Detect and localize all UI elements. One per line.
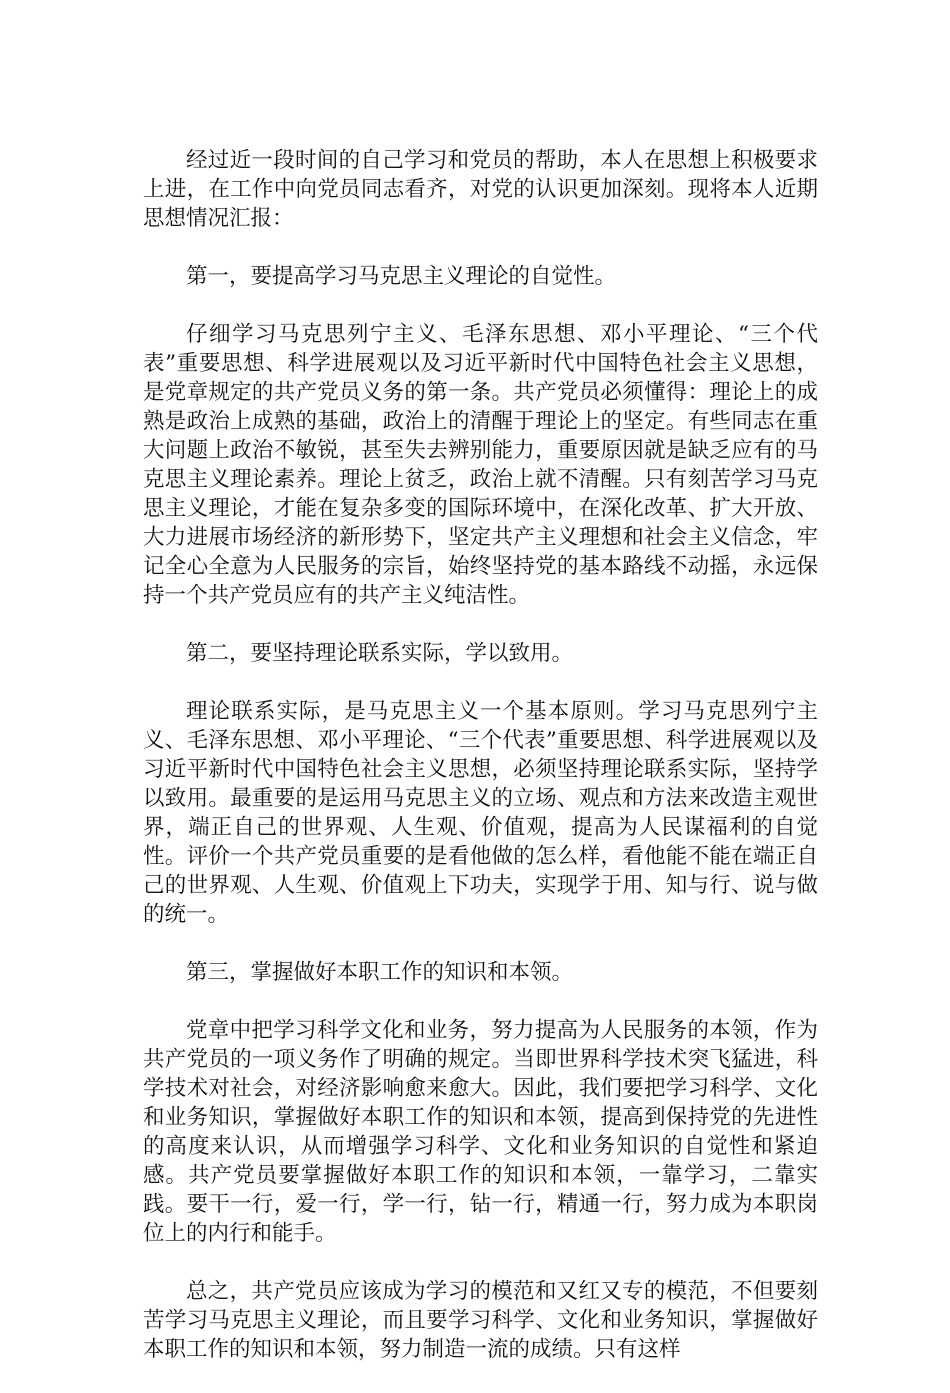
section-body-1: 仔细学习马克思列宁主义、毛泽东思想、邓小平理论、“三个代表”重要思想、科学进展观以及习近平新时代中国特色社会主义思想，是党章规定的共产党员义务的第一条。共产党员必须懂得：理论上的成熟是政治上成熟的基础，政治上的清醒于理论上的坚定。有些同志在重大问题上政治不敏锐，甚至失去辨别能力，重要原因就是缺乏应有的马克思主义理论素养。理论上贫乏，政治上就不清醒。只有刻苦学习马克思主义理论，才能在复杂多变的国际环境中，在深化改革、扩大开放、大力进展市场经济的新形势下，坚定共产主义理想和社会主义信念，牢记全心全意为人民服务的宗旨，始终坚持党的基本路线不动摇，永远保持一个共产党员应有的共产主义纯洁性。	[143, 322, 818, 608]
section-body-3: 党章中把学习科学文化和业务，努力提高为人民服务的本领，作为共产党员的一项义务作了明确的规定。当即世界科学技术突飞猛进，科学技术对社会，对经济影响愈来愈大。因此，我们要把学习科学、文化和业务知识，掌握做好本职工作的知识和本领，提高到保持党的先进性的高度来认识，从而增强学习科学、文化和业务知识的自觉性和紧迫感。共产党员要掌握做好本职工作的知识和本领，一靠学习，二靠实践。要干一行，爱一行，学一行，钻一行，精通一行，努力成为本职岗位上的内行和能手。	[143, 1018, 818, 1246]
document-page	[143, 146, 818, 1393]
section-heading-2: 第二，要坚持理论联系实际，学以致用。	[186, 641, 574, 666]
section-heading-1: 第一，要提高学习马克思主义理论的自觉性。	[186, 264, 617, 289]
conclusion-paragraph: 总之，共产党员应该成为学习的模范和又红又专的模范，不但要刻苦学习马克思主义理论，而且要学习科学、文化和业务知识，掌握做好本职工作的知识和本领，努力制造一流的成绩。只有这样	[143, 1279, 818, 1362]
section-heading-3: 第三，掌握做好本职工作的知识和本领。	[186, 960, 574, 985]
section-body-2: 理论联系实际，是马克思主义一个基本原则。学习马克思列宁主义、毛泽东思想、邓小平理论、“三个代表”重要思想、科学进展观以及习近平新时代中国特色社会主义思想，必须坚持理论联系实际，坚持学以致用。最重要的是运用马克思主义的立场、观点和方法来改造主观世界，端正自己的世界观、人生观、价值观，提高为人民谋福利的自觉性。评价一个共产党员重要的是看他做的怎么样，看他能不能在端正自己的世界观、人生观、价值观上下功夫，实现学于用、知与行、说与做的统一。	[143, 699, 818, 927]
intro-paragraph: 经过近一段时间的自己学习和党员的帮助，本人在思想上积极要求上进，在工作中向党员同志看齐，对党的认识更加深刻。现将本人近期思想情况汇报：	[143, 148, 818, 231]
